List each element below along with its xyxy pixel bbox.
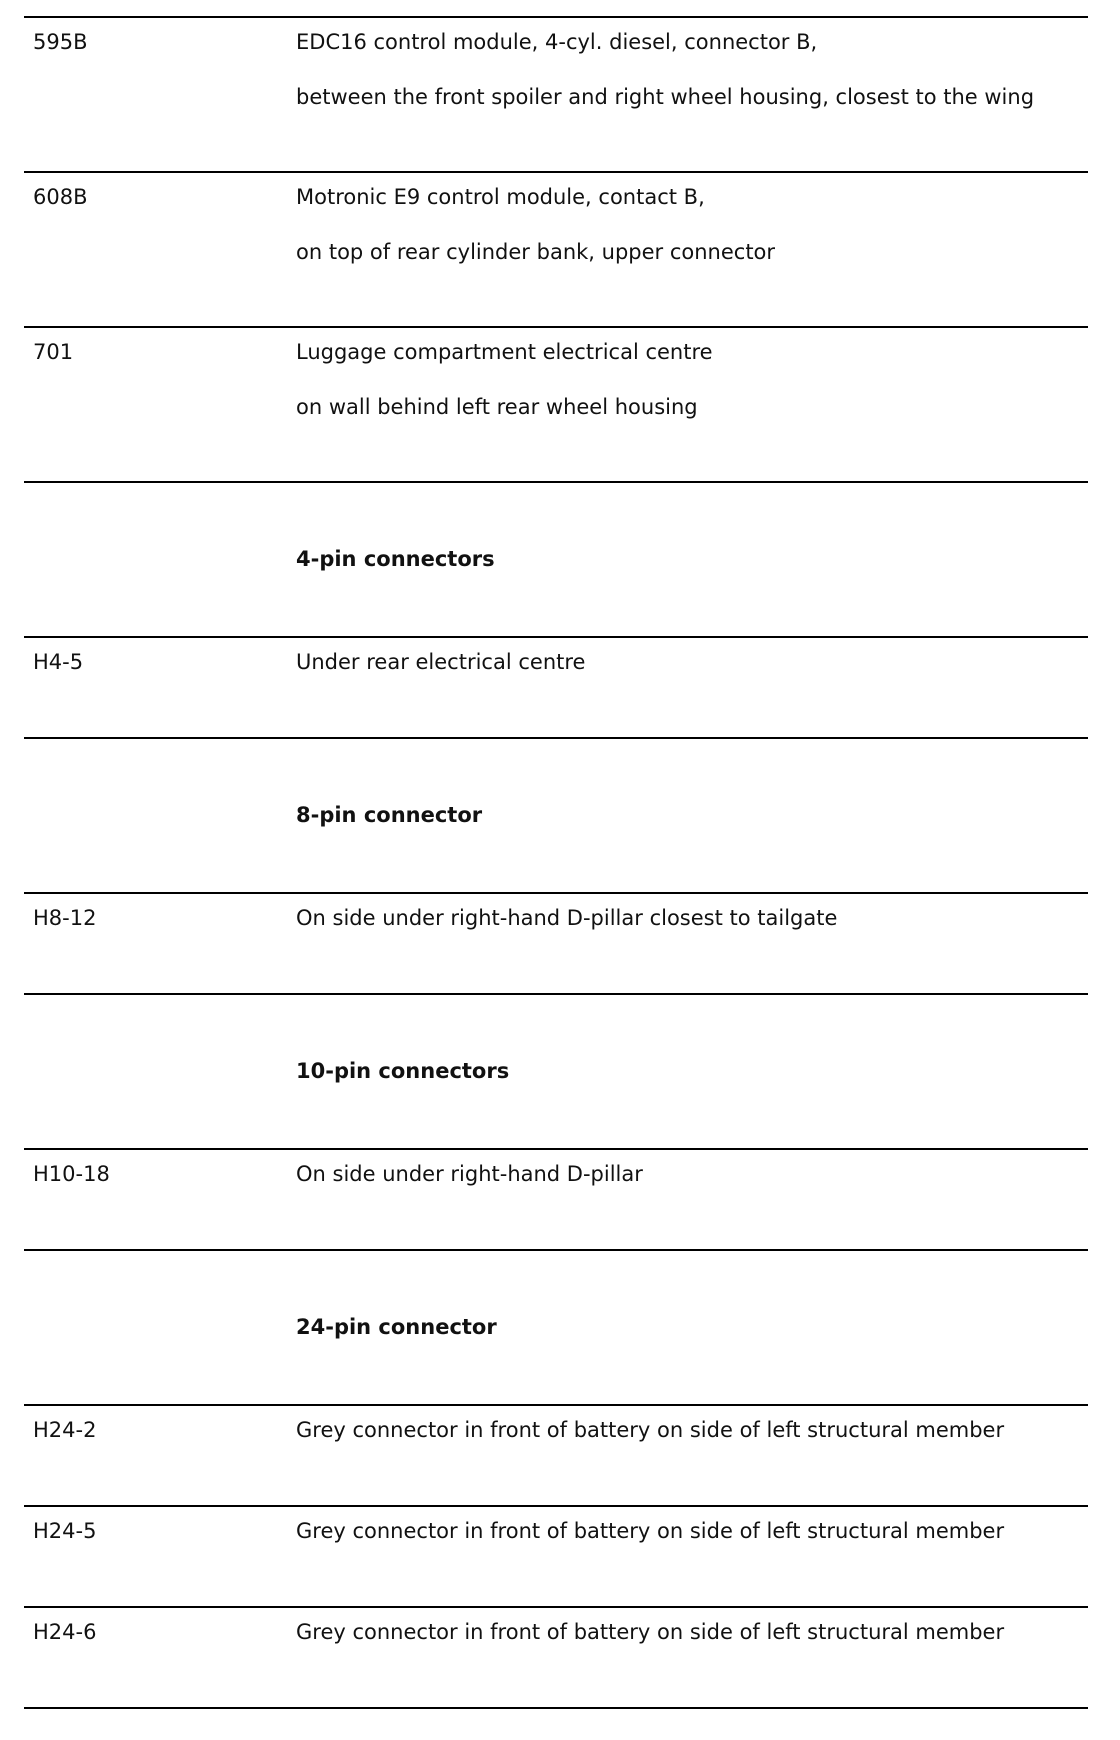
table-row [24,894,1088,995]
connector-code: H24-2 [33,1418,97,1442]
connector-code: 608B [33,185,88,209]
connector-code: 701 [33,340,74,364]
description-line: between the front spoiler and right wheel housing, closest to the wing [296,85,1035,109]
location-description [296,30,1034,109]
connector-code: 595B [33,30,88,54]
description-line: Luggage compartment electrical centre [296,340,713,364]
section-heading: 4-pin connectors [296,547,495,571]
section-heading: 24-pin connector [296,1315,497,1339]
table-row [24,1608,1088,1709]
location-description: Grey connector in front of battery on side of left structural member [296,1620,1005,1644]
table-row [24,1507,1088,1608]
section-heading-row [24,1251,1088,1406]
connector-code: H4-5 [33,650,84,674]
table-row [24,18,1088,173]
description-line: on top of rear cylinder bank, upper connector [296,240,776,264]
location-description: Grey connector in front of battery on side of left structural member [296,1418,1005,1442]
description-line: Motronic E9 control module, contact B, [296,185,705,209]
location-description: Grey connector in front of battery on side of left structural member [296,1519,1005,1543]
location-description: On side under right-hand D-pillar [296,1162,643,1186]
connector-code: H10-18 [33,1162,110,1186]
location-description [296,185,775,264]
connector-code: H24-5 [33,1519,97,1543]
location-description [296,340,713,419]
connector-location-table [24,16,1088,1709]
description-line: EDC16 control module, 4-cyl. diesel, connector B, [296,30,818,54]
table-row [24,1406,1088,1507]
location-description: On side under right-hand D-pillar closest to tailgate [296,906,838,930]
section-heading-row [24,739,1088,894]
section-heading: 10-pin connectors [296,1059,510,1083]
section-heading-row [24,995,1088,1150]
section-heading: 8-pin connector [296,803,483,827]
section-heading-row [24,483,1088,638]
connector-code: H24-6 [33,1620,97,1644]
location-description: Under rear electrical centre [296,650,586,674]
description-line: on wall behind left rear wheel housing [296,395,698,419]
table-row [24,1150,1088,1251]
table-row [24,638,1088,739]
connector-code: H8-12 [33,906,97,930]
table-row [24,328,1088,483]
table-row [24,173,1088,328]
